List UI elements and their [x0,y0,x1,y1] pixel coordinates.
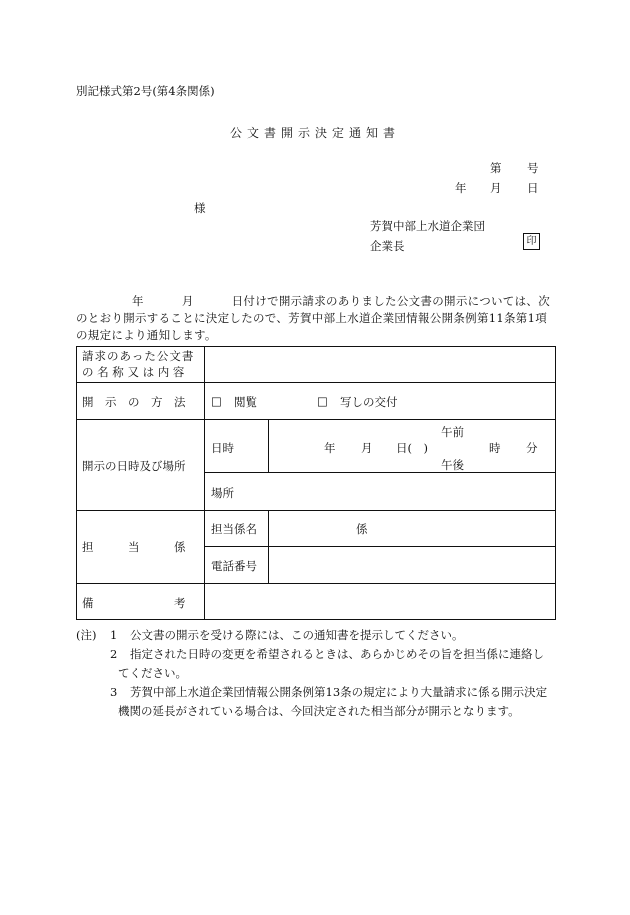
intro-text: 日付けで開示請求のありました公文書の開示については、次のとおり開示することに決定したので、芳賀中部上水道企業団情報公開条例第11条第1項の規定により通知します。 [76,294,550,342]
intro-paragraph [76,293,554,344]
row-document-name-label-b: の 名 称 又 は 内 容 [82,365,185,379]
note-text: 公文書の開示を受ける際には、この通知書を提示してください。 [130,628,464,642]
datetime-minute: 分 [526,441,538,455]
note-number: 3 [110,685,118,699]
document-title: 公文書開示決定通知書 [229,126,400,140]
option-copy: 写しの交付 [340,395,398,409]
row-method-label: 開 示 の 方 法 [82,395,186,409]
date-day: 日 [527,181,539,195]
row-contact-label: 担 当 係 [82,540,186,554]
phone-label: 電話番号 [211,559,257,573]
row-remarks-label: 備 考 [82,596,186,610]
row-datetime-place-label: 開示の日時及び場所 [82,459,186,473]
intro-month: 月 [181,294,194,308]
issuer-title: 企業長 [370,239,405,253]
date-year: 年 [455,181,467,195]
intro-year: 年 [132,294,144,308]
am-label: 午前 [441,425,464,439]
section-suffix: 係 [356,522,368,536]
datetime-label: 日時 [211,441,234,455]
form-label: 別記様式第2号(第4条関係) [76,84,215,98]
checkbox-copy[interactable]: □ [317,394,328,408]
seal-mark: 印 [523,233,540,250]
place-label: 場所 [211,486,234,500]
datetime-hour: 時 [489,441,501,455]
document-number-suffix: 号 [527,161,539,175]
pm-label: 午後 [441,458,464,472]
datetime-day: 日( ) [396,441,428,455]
note-text: 芳賀中部上水道企業団情報公開条例第13条の規定により大量請求に係る開示決定機関の延長がされている場合は、今回決定された相当部分が開示となります。 [118,685,548,718]
section-name-label: 担当係名 [211,522,257,536]
notes-head: (注) [76,628,97,642]
note-number: 2 [110,647,118,661]
checkbox-inspection[interactable]: □ [211,394,222,408]
note-number: 1 [110,628,118,642]
row-document-name-label-a: 請求のあった公文書 [82,349,195,363]
option-inspection: 閲覧 [234,395,257,409]
datetime-year: 年 [324,441,336,455]
datetime-month: 月 [361,441,373,455]
note-text: 指定された日時の変更を希望されるときは、あらかじめその旨を担当係に連絡してください。 [118,647,544,680]
addressee-suffix: 様 [194,201,206,215]
issuer-organization: 芳賀中部上水道企業団 [370,219,485,233]
date-month: 月 [490,181,502,195]
notes-section [76,626,554,721]
document-number-prefix: 第 [490,161,502,175]
